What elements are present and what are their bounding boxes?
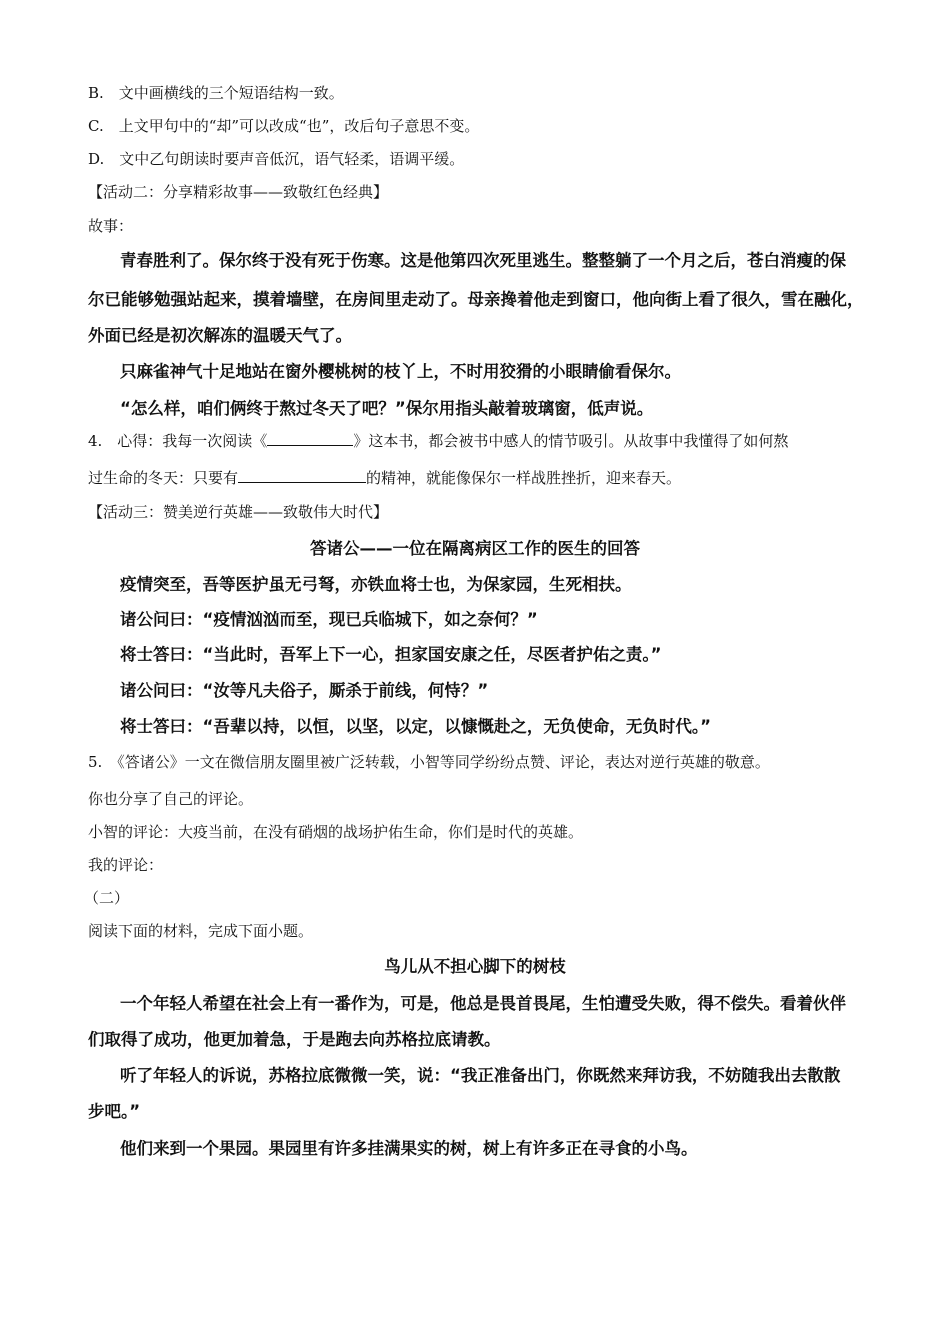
essay-line4: 诸公问曰：“汝等凡夫俗子，厮杀于前线，何恃？”	[120, 681, 489, 700]
story-para1-line2: 尔已能够勉强站起来，摸着墙壁，在房间里走动了。母亲搀着他走到窗口，他向街上看了很久，雪在融化，	[88, 290, 864, 309]
activity2-heading: 【活动二：分享精彩故事——致敬红色经典】	[88, 183, 389, 201]
spirit-blank[interactable]	[238, 468, 366, 483]
option-b: B. 文中画横线的三个短语结构一致。	[88, 84, 344, 102]
passage-title: 鸟儿从不担心脚下的树枝	[384, 957, 566, 976]
passage-p1-line1: 一个年轻人希望在社会上有一番作为，可是，他总是畏首畏尾，生怕遭受失败，得不偿失。看着伙伴	[120, 994, 846, 1013]
passage-p2-line1: 听了年轻人的诉说，苏格拉底微微一笑，说：“我正准备出门，你既然来拜访我，不妨随我出去散散	[120, 1066, 841, 1085]
question-4-line1	[88, 430, 788, 451]
my-comment-label: 我的评论：	[88, 856, 164, 874]
q4-text-c: 过生命的冬天：只要有	[88, 469, 239, 487]
activity3-heading: 【活动三：赞美逆行英雄——致敬伟大时代】	[88, 503, 389, 521]
xiaozhi-comment: 小智的评论：大疫当前，在没有硝烟的战场护佑生命，你们是时代的英雄。	[88, 823, 584, 841]
passage-p1-line2: 们取得了成功，他更加着急，于是跑去向苏格拉底请教。	[88, 1030, 501, 1049]
story-label: 故事：	[88, 217, 134, 235]
question-5-line2: 你也分享了自己的评论。	[88, 790, 254, 808]
book-title-blank[interactable]	[267, 431, 353, 446]
option-d: D. 文中乙句朗读时要声音低沉，语气轻柔，语调平缓。	[88, 150, 465, 168]
essay-line3: 将士答曰：“当此时，吾军上下一心，担家国安康之任，尽医者护佑之责。”	[120, 645, 662, 664]
story-para1-line3: 外面已经是初次解冻的温暖天气了。	[88, 326, 352, 345]
essay-line1: 疫情突至，吾等医护虽无弓弩，亦铁血将士也，为保家园，生死相扶。	[120, 575, 632, 594]
q4-text-a: 4. 心得：我每一次阅读《	[88, 432, 268, 450]
q4-text-b: 》这本书，都会被书中感人的情节吸引。从故事中我懂得了如何熬	[353, 432, 789, 450]
question-4-line2	[88, 467, 681, 488]
reading-instruction: 阅读下面的材料，完成下面小题。	[88, 922, 314, 940]
option-c: C. 上文甲句中的“却”可以改成“也”，改后句子意思不变。	[88, 117, 480, 135]
passage-p2-line2: 步吧。”	[88, 1102, 141, 1121]
essay-title: 答诸公——一位在隔离病区工作的医生的回答	[310, 539, 640, 558]
question-5-line1: 5. 《答诸公》一文在微信朋友圈里被广泛转载，小智等同学纷纷点赞、评论，表达对逆行英雄的敬意。	[88, 753, 770, 771]
story-para1-line1: 青春胜利了。保尔终于没有死于伤寒。这是他第四次死里逃生。整整躺了一个月之后，苍白消瘦的保	[120, 251, 846, 270]
story-para2: 只麻雀神气十足地站在窗外樱桃树的枝丫上，不时用狡猾的小眼睛偷看保尔。	[120, 362, 681, 381]
essay-line5: 将士答曰：“吾辈以持，以恒，以坚，以定，以慷慨赴之，无负使命，无负时代。”	[120, 717, 711, 736]
q4-text-d: 的精神，就能像保尔一样战胜挫折，迎来春天。	[366, 469, 682, 487]
essay-line2: 诸公问曰：“疫情汹汹而至，现已兵临城下，如之奈何？”	[120, 610, 538, 629]
section-label: （二）	[84, 889, 130, 907]
story-para3: “怎么样，咱们俩终于熬过冬天了吧？”保尔用指头敲着玻璃窗，低声说。	[120, 399, 654, 418]
passage-p3: 他们来到一个果园。果园里有许多挂满果实的树，树上有许多正在寻食的小鸟。	[120, 1139, 698, 1158]
